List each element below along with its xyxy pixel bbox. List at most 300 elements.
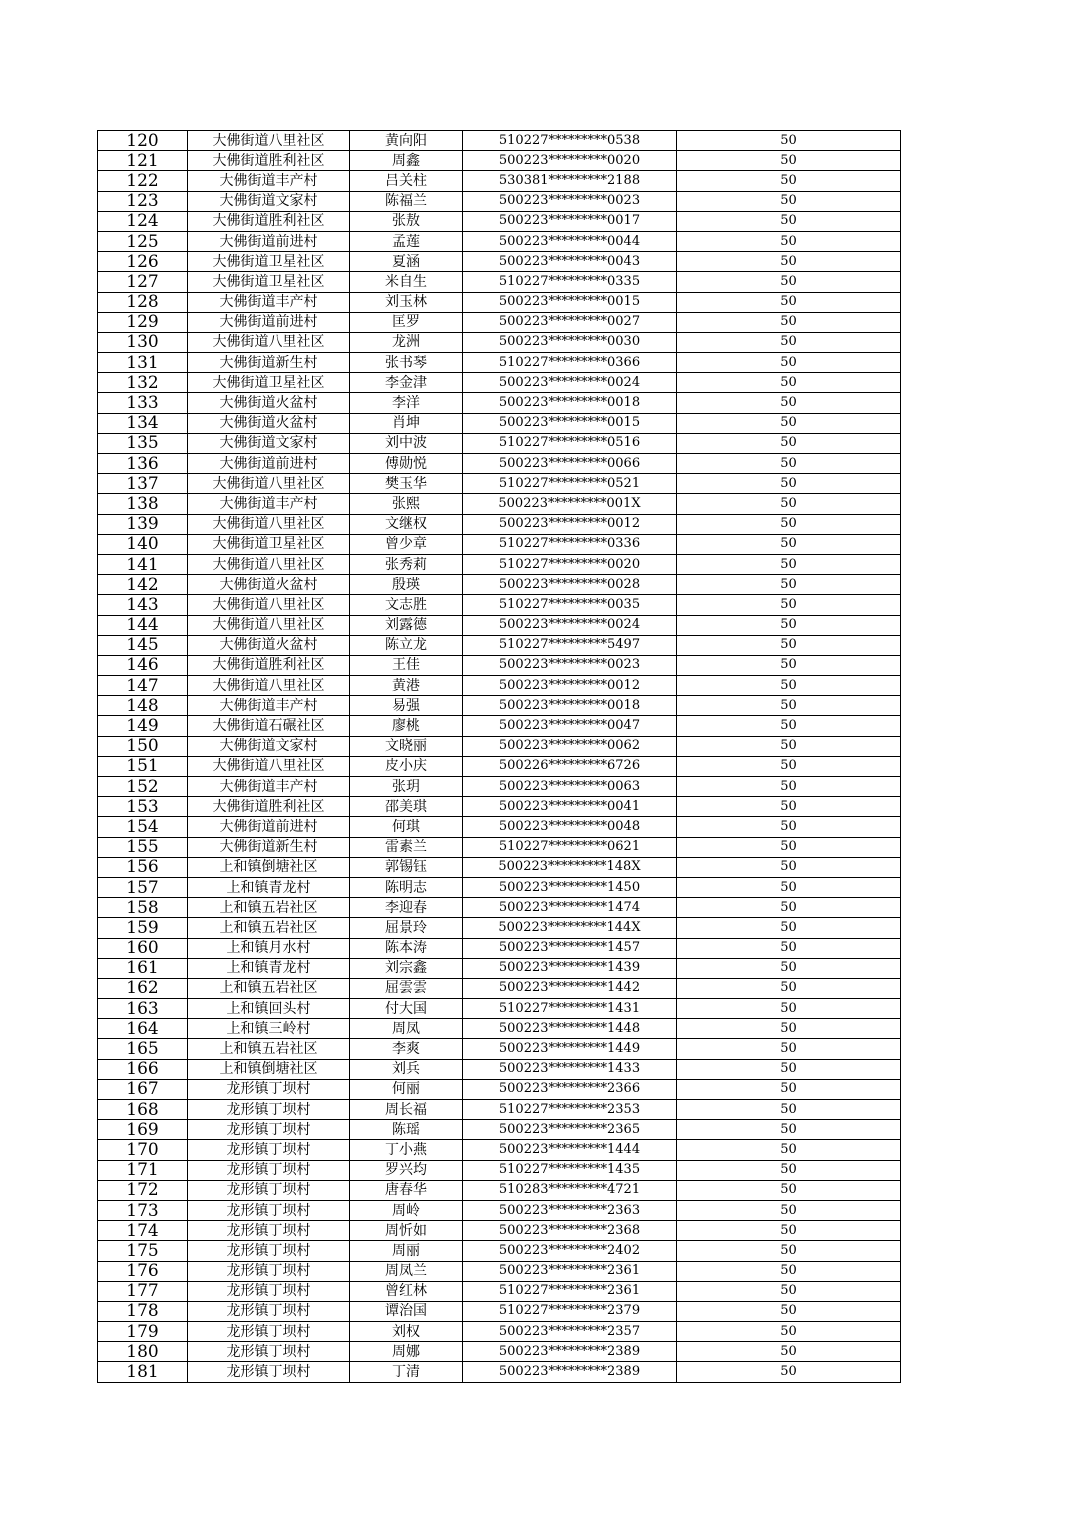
id-number-cell: 510227*********0020: [463, 554, 677, 574]
area-cell: 龙形镇丁坝村: [188, 1079, 350, 1099]
row-number: 130: [98, 332, 188, 352]
amount-cell: 50: [677, 817, 901, 837]
area-cell: 大佛街道胜利社区: [188, 211, 350, 231]
id-number-cell: 500223*********1457: [463, 938, 677, 958]
amount-cell: 50: [677, 353, 901, 373]
name-cell: 陈立龙: [350, 635, 463, 655]
table-row: [98, 958, 901, 978]
id-number-cell: 500223*********2368: [463, 1221, 677, 1241]
amount-cell: 50: [677, 312, 901, 332]
row-number: 158: [98, 898, 188, 918]
area-cell: 大佛街道丰产村: [188, 696, 350, 716]
name-cell: 孟莲: [350, 231, 463, 251]
row-number: 143: [98, 595, 188, 615]
area-cell: 大佛街道丰产村: [188, 292, 350, 312]
id-number-cell: 500223*********0023: [463, 191, 677, 211]
row-number: 145: [98, 635, 188, 655]
amount-cell: 50: [677, 635, 901, 655]
table-row: [98, 1200, 901, 1220]
name-cell: 唐春华: [350, 1180, 463, 1200]
area-cell: 大佛街道丰产村: [188, 494, 350, 514]
name-cell: 黄向阳: [350, 131, 463, 151]
name-cell: 黄港: [350, 676, 463, 696]
row-number: 166: [98, 1059, 188, 1079]
table-row: [98, 332, 901, 352]
table-row: [98, 353, 901, 373]
amount-cell: 50: [677, 1180, 901, 1200]
table-row: [98, 877, 901, 897]
name-cell: 谭治国: [350, 1301, 463, 1321]
amount-cell: 50: [677, 958, 901, 978]
amount-cell: 50: [677, 756, 901, 776]
row-number: 167: [98, 1079, 188, 1099]
row-number: 120: [98, 131, 188, 151]
id-number-cell: 510227*********5497: [463, 635, 677, 655]
row-number: 172: [98, 1180, 188, 1200]
name-cell: 周长福: [350, 1100, 463, 1120]
name-cell: 殷瑛: [350, 575, 463, 595]
table-row: [98, 1059, 901, 1079]
id-number-cell: 500223*********0024: [463, 373, 677, 393]
area-cell: 龙形镇丁坝村: [188, 1362, 350, 1382]
amount-cell: 50: [677, 918, 901, 938]
table-row: [98, 211, 901, 231]
id-number-cell: 500223*********0044: [463, 231, 677, 251]
id-number-cell: 500223*********2361: [463, 1261, 677, 1281]
area-cell: 大佛街道八里社区: [188, 514, 350, 534]
name-cell: 陈福兰: [350, 191, 463, 211]
row-number: 168: [98, 1100, 188, 1120]
row-number: 133: [98, 393, 188, 413]
area-cell: 大佛街道八里社区: [188, 756, 350, 776]
id-number-cell: 500223*********2389: [463, 1342, 677, 1362]
name-cell: 易强: [350, 696, 463, 716]
id-number-cell: 500223*********0012: [463, 676, 677, 696]
amount-cell: 50: [677, 373, 901, 393]
table-row: [98, 918, 901, 938]
table-row: [98, 514, 901, 534]
row-number: 138: [98, 494, 188, 514]
id-number-cell: 500223*********1439: [463, 958, 677, 978]
name-cell: 刘露德: [350, 615, 463, 635]
table-row: [98, 1301, 901, 1321]
id-number-cell: 500223*********0066: [463, 454, 677, 474]
id-number-cell: 500223*********0063: [463, 777, 677, 797]
name-cell: 郭锡钰: [350, 857, 463, 877]
amount-cell: 50: [677, 1221, 901, 1241]
id-number-cell: 500223*********2402: [463, 1241, 677, 1261]
id-number-cell: 500223*********0043: [463, 252, 677, 272]
area-cell: 龙形镇丁坝村: [188, 1120, 350, 1140]
id-number-cell: 500223*********2357: [463, 1322, 677, 1342]
row-number: 132: [98, 373, 188, 393]
table-row: [98, 797, 901, 817]
amount-cell: 50: [677, 1362, 901, 1382]
area-cell: 大佛街道卫星社区: [188, 534, 350, 554]
table-row: [98, 615, 901, 635]
name-cell: 邵美琪: [350, 797, 463, 817]
name-cell: 曾红林: [350, 1281, 463, 1301]
id-number-cell: 500223*********144X: [463, 918, 677, 938]
id-number-cell: 510227*********0516: [463, 433, 677, 453]
area-cell: 大佛街道新生村: [188, 353, 350, 373]
amount-cell: 50: [677, 211, 901, 231]
table-row: [98, 272, 901, 292]
row-number: 155: [98, 837, 188, 857]
table-row: [98, 857, 901, 877]
name-cell: 张敖: [350, 211, 463, 231]
name-cell: 刘玉林: [350, 292, 463, 312]
amount-cell: 50: [677, 1241, 901, 1261]
id-number-cell: 500223*********1442: [463, 978, 677, 998]
id-number-cell: 500223*********0027: [463, 312, 677, 332]
table-row: [98, 676, 901, 696]
area-cell: 龙形镇丁坝村: [188, 1281, 350, 1301]
name-cell: 陈明志: [350, 877, 463, 897]
name-cell: 张熙: [350, 494, 463, 514]
row-number: 151: [98, 756, 188, 776]
name-cell: 屈景玲: [350, 918, 463, 938]
id-number-cell: 510227*********2353: [463, 1100, 677, 1120]
row-number: 177: [98, 1281, 188, 1301]
table-row: [98, 1019, 901, 1039]
name-cell: 刘宗鑫: [350, 958, 463, 978]
id-number-cell: 500223*********1449: [463, 1039, 677, 1059]
amount-cell: 50: [677, 1120, 901, 1140]
name-cell: 周凤: [350, 1019, 463, 1039]
id-number-cell: 500223*********1450: [463, 877, 677, 897]
area-cell: 上和镇三岭村: [188, 1019, 350, 1039]
table-row: [98, 1322, 901, 1342]
table-row: [98, 231, 901, 251]
row-number: 174: [98, 1221, 188, 1241]
amount-cell: 50: [677, 857, 901, 877]
row-number: 162: [98, 978, 188, 998]
area-cell: 大佛街道卫星社区: [188, 373, 350, 393]
name-cell: 文继权: [350, 514, 463, 534]
table-row: [98, 1221, 901, 1241]
row-number: 156: [98, 857, 188, 877]
table-row: [98, 494, 901, 514]
name-cell: 屈雲雲: [350, 978, 463, 998]
amount-cell: 50: [677, 292, 901, 312]
area-cell: 大佛街道八里社区: [188, 676, 350, 696]
table-row: [98, 635, 901, 655]
name-cell: 周丽: [350, 1241, 463, 1261]
amount-cell: 50: [677, 1079, 901, 1099]
area-cell: 龙形镇丁坝村: [188, 1342, 350, 1362]
name-cell: 周鑫: [350, 151, 463, 171]
row-number: 146: [98, 655, 188, 675]
name-cell: 曾少章: [350, 534, 463, 554]
id-number-cell: 500223*********0023: [463, 655, 677, 675]
area-cell: 上和镇青龙村: [188, 877, 350, 897]
area-cell: 大佛街道火盆村: [188, 393, 350, 413]
amount-cell: 50: [677, 716, 901, 736]
amount-cell: 50: [677, 393, 901, 413]
id-number-cell: 500223*********0028: [463, 575, 677, 595]
id-number-cell: 500223*********0015: [463, 413, 677, 433]
table-row: [98, 1180, 901, 1200]
amount-cell: 50: [677, 1059, 901, 1079]
row-number: 178: [98, 1301, 188, 1321]
amount-cell: 50: [677, 575, 901, 595]
area-cell: 大佛街道火盆村: [188, 635, 350, 655]
table-row: [98, 1160, 901, 1180]
amount-cell: 50: [677, 413, 901, 433]
row-number: 137: [98, 474, 188, 494]
amount-cell: 50: [677, 999, 901, 1019]
amount-cell: 50: [677, 131, 901, 151]
id-number-cell: 500223*********0020: [463, 151, 677, 171]
id-number-cell: 500223*********0030: [463, 332, 677, 352]
row-number: 129: [98, 312, 188, 332]
area-cell: 上和镇月水村: [188, 938, 350, 958]
table-row: [98, 978, 901, 998]
table-row: [98, 1140, 901, 1160]
amount-cell: 50: [677, 898, 901, 918]
row-number: 142: [98, 575, 188, 595]
area-cell: 大佛街道石碾社区: [188, 716, 350, 736]
area-cell: 上和镇五岩社区: [188, 898, 350, 918]
area-cell: 龙形镇丁坝村: [188, 1261, 350, 1281]
name-cell: 吕关柱: [350, 171, 463, 191]
amount-cell: 50: [677, 1039, 901, 1059]
amount-cell: 50: [677, 1100, 901, 1120]
area-cell: 大佛街道卫星社区: [188, 272, 350, 292]
area-cell: 大佛街道火盆村: [188, 413, 350, 433]
area-cell: 大佛街道文家村: [188, 433, 350, 453]
row-number: 157: [98, 877, 188, 897]
table-row: [98, 938, 901, 958]
area-cell: 龙形镇丁坝村: [188, 1140, 350, 1160]
id-number-cell: 500223*********1433: [463, 1059, 677, 1079]
table-row: [98, 1362, 901, 1382]
table-row: [98, 1079, 901, 1099]
area-cell: 大佛街道八里社区: [188, 474, 350, 494]
name-cell: 张秀莉: [350, 554, 463, 574]
name-cell: 李爽: [350, 1039, 463, 1059]
area-cell: 大佛街道丰产村: [188, 777, 350, 797]
amount-cell: 50: [677, 332, 901, 352]
id-number-cell: 510227*********1431: [463, 999, 677, 1019]
row-number: 147: [98, 676, 188, 696]
id-number-cell: 500223*********2365: [463, 1120, 677, 1140]
id-number-cell: 510227*********0538: [463, 131, 677, 151]
name-cell: 皮小庆: [350, 756, 463, 776]
id-number-cell: 510283*********4721: [463, 1180, 677, 1200]
table-row: [98, 131, 901, 151]
name-cell: 周凤兰: [350, 1261, 463, 1281]
id-number-cell: 500223*********0047: [463, 716, 677, 736]
id-number-cell: 500223*********0024: [463, 615, 677, 635]
row-number: 152: [98, 777, 188, 797]
row-number: 181: [98, 1362, 188, 1382]
amount-cell: 50: [677, 837, 901, 857]
id-number-cell: 500223*********0018: [463, 393, 677, 413]
name-cell: 李洋: [350, 393, 463, 413]
table-row: [98, 1241, 901, 1261]
area-cell: 大佛街道火盆村: [188, 575, 350, 595]
amount-cell: 50: [677, 151, 901, 171]
id-number-cell: 510227*********1435: [463, 1160, 677, 1180]
name-cell: 张书琴: [350, 353, 463, 373]
area-cell: 龙形镇丁坝村: [188, 1322, 350, 1342]
row-number: 141: [98, 554, 188, 574]
amount-cell: 50: [677, 191, 901, 211]
area-cell: 大佛街道前进村: [188, 454, 350, 474]
name-cell: 付大国: [350, 999, 463, 1019]
amount-cell: 50: [677, 777, 901, 797]
row-number: 125: [98, 231, 188, 251]
name-cell: 樊玉华: [350, 474, 463, 494]
table-row: [98, 413, 901, 433]
name-cell: 张玥: [350, 777, 463, 797]
row-number: 121: [98, 151, 188, 171]
name-cell: 雷素兰: [350, 837, 463, 857]
area-cell: 上和镇五岩社区: [188, 1039, 350, 1059]
id-number-cell: 500223*********2389: [463, 1362, 677, 1382]
roster-body: [98, 131, 901, 1383]
amount-cell: 50: [677, 474, 901, 494]
id-number-cell: 500223*********001X: [463, 494, 677, 514]
row-number: 163: [98, 999, 188, 1019]
table-row: [98, 898, 901, 918]
row-number: 122: [98, 171, 188, 191]
table-row: [98, 151, 901, 171]
amount-cell: 50: [677, 736, 901, 756]
amount-cell: 50: [677, 877, 901, 897]
area-cell: 大佛街道胜利社区: [188, 151, 350, 171]
name-cell: 周娜: [350, 1342, 463, 1362]
id-number-cell: 500223*********0041: [463, 797, 677, 817]
row-number: 134: [98, 413, 188, 433]
amount-cell: 50: [677, 615, 901, 635]
area-cell: 龙形镇丁坝村: [188, 1100, 350, 1120]
area-cell: 上和镇五岩社区: [188, 978, 350, 998]
amount-cell: 50: [677, 1200, 901, 1220]
name-cell: 何丽: [350, 1079, 463, 1099]
amount-cell: 50: [677, 171, 901, 191]
table-row: [98, 736, 901, 756]
id-number-cell: 500223*********1474: [463, 898, 677, 918]
name-cell: 罗兴均: [350, 1160, 463, 1180]
row-number: 124: [98, 211, 188, 231]
area-cell: 龙形镇丁坝村: [188, 1301, 350, 1321]
id-number-cell: 510227*********0521: [463, 474, 677, 494]
area-cell: 大佛街道前进村: [188, 231, 350, 251]
area-cell: 上和镇回头村: [188, 999, 350, 1019]
table-row: [98, 777, 901, 797]
area-cell: 大佛街道前进村: [188, 817, 350, 837]
name-cell: 周忻如: [350, 1221, 463, 1241]
name-cell: 匡罗: [350, 312, 463, 332]
id-number-cell: 510227*********0335: [463, 272, 677, 292]
table-row: [98, 171, 901, 191]
id-number-cell: 530381*********2188: [463, 171, 677, 191]
id-number-cell: 500223*********148X: [463, 857, 677, 877]
area-cell: 龙形镇丁坝村: [188, 1200, 350, 1220]
table-row: [98, 1100, 901, 1120]
table-row: [98, 1039, 901, 1059]
amount-cell: 50: [677, 655, 901, 675]
name-cell: 米自生: [350, 272, 463, 292]
area-cell: 大佛街道八里社区: [188, 131, 350, 151]
table-row: [98, 1120, 901, 1140]
amount-cell: 50: [677, 1261, 901, 1281]
amount-cell: 50: [677, 1160, 901, 1180]
row-number: 176: [98, 1261, 188, 1281]
table-row: [98, 837, 901, 857]
area-cell: 龙形镇丁坝村: [188, 1160, 350, 1180]
amount-cell: 50: [677, 676, 901, 696]
name-cell: 周岭: [350, 1200, 463, 1220]
amount-cell: 50: [677, 797, 901, 817]
row-number: 128: [98, 292, 188, 312]
table-row: [98, 433, 901, 453]
row-number: 175: [98, 1241, 188, 1261]
id-number-cell: 500223*********0015: [463, 292, 677, 312]
id-number-cell: 500223*********0062: [463, 736, 677, 756]
row-number: 160: [98, 938, 188, 958]
name-cell: 陈本涛: [350, 938, 463, 958]
amount-cell: 50: [677, 1322, 901, 1342]
row-number: 154: [98, 817, 188, 837]
area-cell: 大佛街道丰产村: [188, 171, 350, 191]
table-row: [98, 393, 901, 413]
amount-cell: 50: [677, 514, 901, 534]
row-number: 126: [98, 252, 188, 272]
amount-cell: 50: [677, 454, 901, 474]
table-row: [98, 474, 901, 494]
table-row: [98, 655, 901, 675]
area-cell: 大佛街道八里社区: [188, 332, 350, 352]
name-cell: 丁小燕: [350, 1140, 463, 1160]
area-cell: 大佛街道前进村: [188, 312, 350, 332]
table-row: [98, 575, 901, 595]
area-cell: 大佛街道文家村: [188, 736, 350, 756]
row-number: 131: [98, 353, 188, 373]
amount-cell: 50: [677, 938, 901, 958]
area-cell: 大佛街道八里社区: [188, 615, 350, 635]
table-row: [98, 595, 901, 615]
amount-cell: 50: [677, 252, 901, 272]
id-number-cell: 500226*********6726: [463, 756, 677, 776]
amount-cell: 50: [677, 1301, 901, 1321]
row-number: 173: [98, 1200, 188, 1220]
table-row: [98, 756, 901, 776]
name-cell: 刘中波: [350, 433, 463, 453]
table-row: [98, 999, 901, 1019]
area-cell: 大佛街道胜利社区: [188, 655, 350, 675]
id-number-cell: 500223*********0018: [463, 696, 677, 716]
row-number: 164: [98, 1019, 188, 1039]
area-cell: 上和镇青龙村: [188, 958, 350, 978]
area-cell: 大佛街道胜利社区: [188, 797, 350, 817]
area-cell: 大佛街道新生村: [188, 837, 350, 857]
name-cell: 丁清: [350, 1362, 463, 1382]
name-cell: 李金津: [350, 373, 463, 393]
name-cell: 刘兵: [350, 1059, 463, 1079]
amount-cell: 50: [677, 272, 901, 292]
amount-cell: 50: [677, 494, 901, 514]
row-number: 144: [98, 615, 188, 635]
table-row: [98, 373, 901, 393]
area-cell: 上和镇倒塘社区: [188, 1059, 350, 1079]
amount-cell: 50: [677, 231, 901, 251]
name-cell: 龙洲: [350, 332, 463, 352]
area-cell: 龙形镇丁坝村: [188, 1221, 350, 1241]
